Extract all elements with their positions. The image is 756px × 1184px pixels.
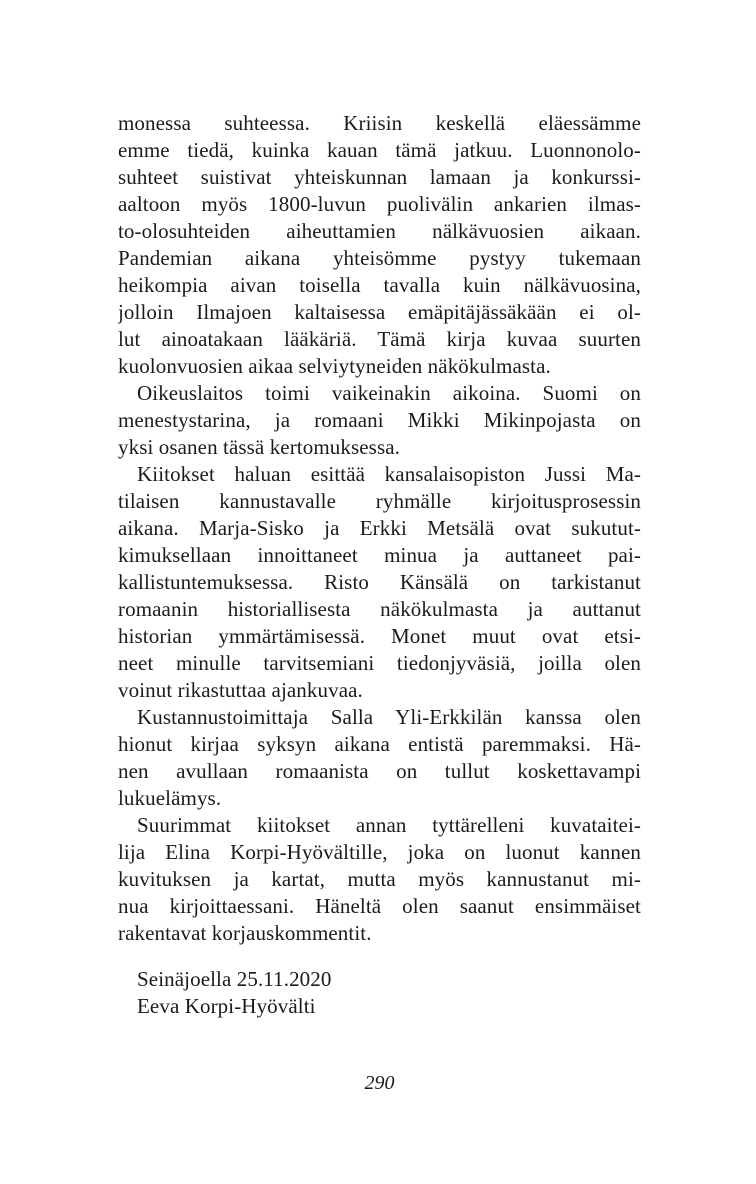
page-number: 290 [364, 1072, 395, 1094]
text-line: neet minulle tarvitsemiani tiedonjyväsiä, joilla olen [118, 651, 641, 675]
text-line: nua kirjoittaessani. Häneltä olen saanut ensimmäiset [118, 894, 641, 918]
signature-author: Eeva Korpi-Hyövälti [137, 994, 316, 1018]
text-line: Kiitokset haluan esittää kansalaisopiston Jussi Ma- [137, 462, 641, 486]
text-line: kuvituksen ja kartat, mutta myös kannustanut mi- [118, 867, 641, 891]
text-line: kallistuntemuksessa. Risto Känsälä on tarkistanut [118, 570, 641, 594]
text-line: lukuelämys. [118, 786, 222, 810]
text-line: aikana. Marja-Sisko ja Erkki Metsälä ovat sukutut- [118, 516, 641, 540]
text-line: historian ymmärtämisessä. Monet muut ovat etsi- [118, 624, 641, 648]
signature-block [118, 966, 641, 1020]
text-line: heikompia aivan toisella tavalla kuin nälkävuosina, [118, 273, 641, 297]
text-line: yksi osanen tässä kertomuksessa. [118, 435, 400, 459]
text-line: monessa suhteessa. Kriisin keskellä eläessämme [118, 111, 641, 135]
text-line: nen avullaan romaanista on tullut koskettavampi [118, 759, 641, 783]
text-line: Pandemian aikana yhteisömme pystyy tukemaan [118, 246, 641, 270]
text-line: kuolonvuosien aikaa selviytyneiden näkökulmasta. [118, 354, 551, 378]
text-line: tilaisen kannustavalle ryhmälle kirjoitusprosessin [118, 489, 641, 513]
signature-place-date: Seinäjoella 25.11.2020 [137, 967, 332, 991]
paragraph [118, 461, 641, 704]
text-line: emme tiedä, kuinka kauan tämä jatkuu. Luonnonolo- [118, 138, 641, 162]
text-line: hionut kirjaa syksyn aikana entistä paremmaksi. Hä- [118, 732, 641, 756]
text-line: suhteet suistivat yhteiskunnan lamaan ja konkurssi- [118, 165, 641, 189]
text-line: Suurimmat kiitokset annan tyttärelleni kuvataitei- [137, 813, 641, 837]
text-line: lut ainoatakaan lääkäriä. Tämä kirja kuvaa suurten [118, 327, 641, 351]
paragraph [118, 110, 641, 380]
text-line: voinut rikastuttaa ajankuvaa. [118, 678, 363, 702]
text-line: romaanin historiallisesta näkökulmasta ja auttanut [118, 597, 641, 621]
paragraph [118, 704, 641, 812]
text-line: jolloin Ilmajoen kaltaisessa emäpitäjässäkään ei ol- [118, 300, 641, 324]
text-line: aaltoon myös 1800-luvun puolivälin ankarien ilmas- [118, 192, 641, 216]
text-line: Kustannustoimittaja Salla Yli-Erkkilän kanssa olen [137, 705, 641, 729]
text-line: kimuksellaan innoittaneet minua ja auttaneet pai- [118, 543, 641, 567]
text-line: rakentavat korjauskommentit. [118, 921, 372, 945]
text-line: Oikeuslaitos toimi vaikeinakin aikoina. Suomi on [137, 381, 641, 405]
text-column [118, 110, 641, 1020]
paragraph [118, 812, 641, 947]
text-line: to-olosuhteiden aiheuttamien nälkävuosien aikaan. [118, 219, 641, 243]
text-line: menestystarina, ja romaani Mikki Mikinpojasta on [118, 408, 641, 432]
text-line: lija Elina Korpi-Hyövältille, joka on luonut kannen [118, 840, 641, 864]
paragraph [118, 380, 641, 461]
